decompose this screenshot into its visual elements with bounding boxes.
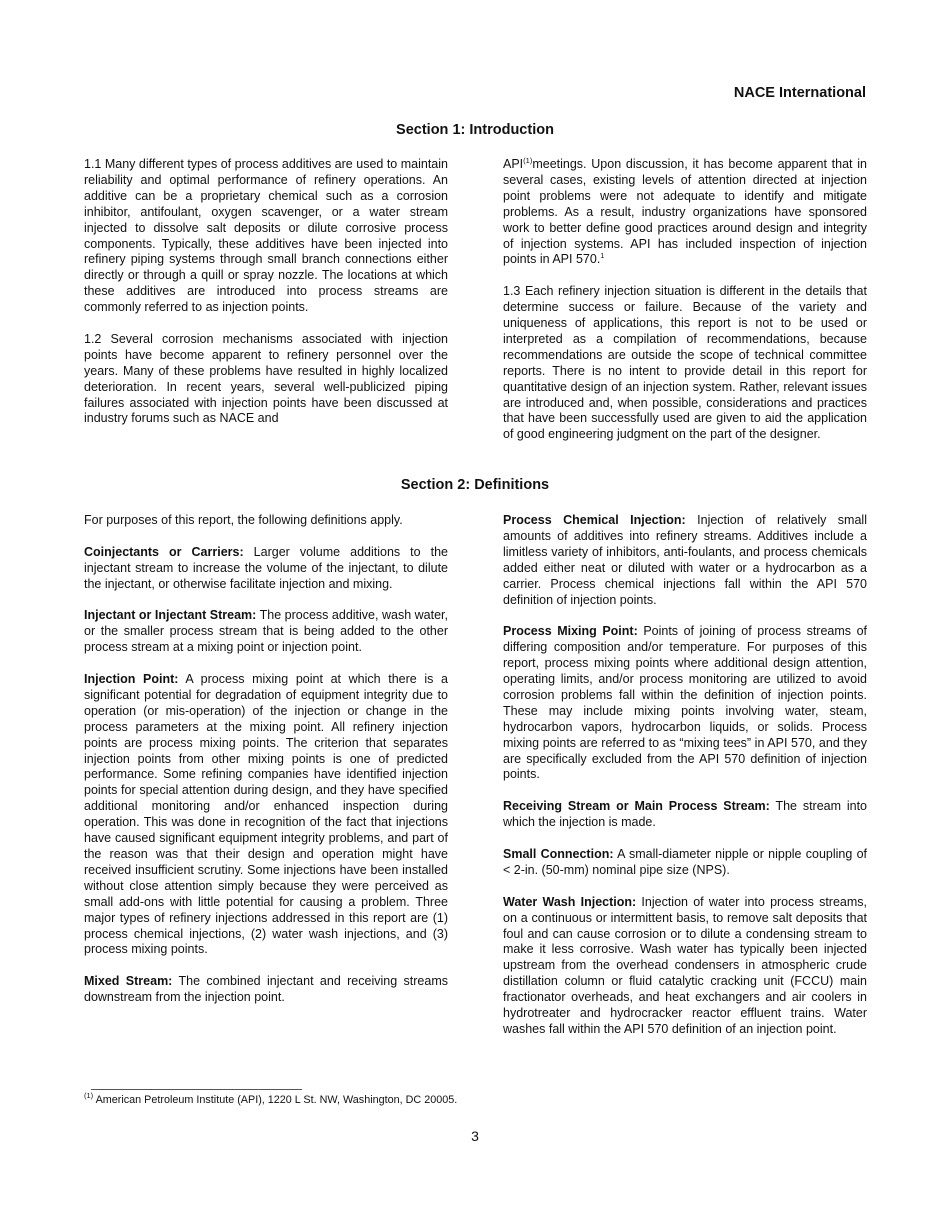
definition-process-mixing-point: Process Mixing Point: Points of joining of process streams of differing composition and/or temperature. For purposes of this report, process mixing points where additional design attention, operating limits, and/or process monitoring are utilized to avoid corrosion problems fall within the definition of injection points. These may include mixing points involving water, steam, hydrocarbon vapors, hydrocarbon liquids, or solids. Process mixing points are referred to as “mixing tees” in API 570, and they are specifically excluded from the API 570 definition of injection points. (503, 624, 867, 782)
reference-marker: 1 (600, 251, 605, 261)
page-number: 3 (471, 1128, 479, 1144)
footnote-text: American Petroleum Institute (API), 1220 L St. NW, Washington, DC 20005. (95, 1094, 458, 1106)
paragraph-1-1: 1.1 Many different types of process additives are used to maintain reliability and optimal performance of refinery operations. An additive can be a proprietary chemical such as a corrosion inhibitor, antifoulant, oxygen scavenger, or a water stream injected to dissolve salt deposits or dilute corrosive process components. Typically, these additives have been injected into refinery piping systems through small branch connections either directly or through a quill or spray nozzle. The locations at which these additives are introduced into process streams are commonly referred to as injection points. (84, 157, 448, 315)
definition-small-connection: Small Connection: A small-diameter nipple or nipple coupling of < 2-in. (50-mm) nominal pipe size (NPS). (503, 846, 867, 877)
footnote-divider (91, 1089, 302, 1090)
definitions-intro: For purposes of this report, the following definitions apply. (84, 513, 403, 527)
section-2-title: Section 2: Definitions (400, 477, 550, 493)
section-1-title: Section 1: Introduction (396, 122, 554, 138)
section-2-left-column (84, 513, 448, 1022)
definition-mixed-stream: Mixed Stream: The combined injectant and receiving streams downstream from the injection point. (84, 974, 448, 1005)
section-1-left-column (84, 157, 448, 443)
definition-injection-point: Injection Point: A process mixing point at which there is a significant potential for degradation of equipment integrity due to operation (or mis-operation) of the injection or change in the process parameters at the mixing point. All refinery injection points are process mixing points. The criterion that separates injection points from other mixing points is one of predicted performance. Some refining companies have identified injection points for special attention during design, and they have specified additional monitoring and/or enhanced inspection during operation. This was done in recognition of the fact that injections have caused significant equipment integrity problems, and part of the reason was that their design and operation might have received insufficient scrutiny. Some injections have been installed without close attention simply because they were perceived as small add-ons with little potential for causing a problem. Three major types of refinery injections addressed in this report are (1) process chemical injections, (2) water wash injections, and (3) process mixing points. (84, 672, 448, 957)
paragraph-1-3: 1.3 Each refinery injection situation is different in the details that determine success or failure. Because of the variety and uniqueness of applications, this report is not to be used or interpreted as a compilation of recommendations, because recommendations are outside the scope of technical committee reports. There is no intent to provide detail in this report for quantitative design of an injection system. Rather, relevant issues are introduced and, when possible, considerations and practices that have been successfully used are given to aid the application of good engineering judgment on the part of the designer. (503, 284, 867, 442)
section-2-right-column (503, 513, 867, 1054)
definition-receiving-stream: Receiving Stream or Main Process Stream: The stream into which the injection is made. (503, 799, 868, 830)
footnote-marker: (1) (84, 1091, 94, 1100)
definition-process-chemical-injection: Process Chemical Injection: Injection of relatively small amounts of additives into refinery streams. Additives include a limitless variety of inhibitors, anti-foulants, and process chemicals added either neat or diluted with water or a hydrocarbon as a carrier. Process chemical injections fall within the API 570 definition of injection points. (503, 513, 867, 607)
definition-coinjectants: Coinjectants or Carriers: Larger volume additions to the injectant stream to increase the volume of the injectant, to dilute the injectant, or otherwise facilitate injection and mixing. (84, 544, 448, 591)
paragraph-1-2-continued: API$^{(1)}$meetings. Upon discussion, it has become apparent that in several cases, existing levels of attention directed at injection point problems were not adequate to identify and mitigate problems. As a result, industry organizations have sponsored work to better define good practices around design and integrity of injection systems. API has included inspection of injection points in API 570.$^1$ (503, 156, 867, 267)
paragraph-1-2: 1.2 Several corrosion mechanisms associated with injection points have become apparent to refinery personnel over the years. Many of these problems have resulted in highly localized deterioration. In recent years, several well-publicized piping failures associated with injection points have been discussed at industry forums such as NACE and (84, 331, 448, 426)
footnote-ref: (1) (523, 156, 533, 165)
definition-injectant: Injectant or Injectant Stream: The process additive, wash water, or the smaller process stream that is being added to the other process stream at a mixing point or injection point. (84, 608, 449, 655)
section-1-right-column (503, 157, 867, 459)
organization-header: NACE International (733, 85, 866, 101)
definition-water-wash-injection: Water Wash Injection: Injection of water into process streams, on a continuous or intermittent basis, to remove salt deposits that foul and can cause corrosion or to dilute a condensing stream to make it less corrosive. Wash water has typically been injected upstream from the overhead condensers in atmospheric crude distillation column or fluid catalytic cracking unit (FCCU) main fractionator overheads, and heat exchangers and air coolers in hydrotreater and hydrocracker reactor effluent trains. Water washes fall within the API 570 definition of an injection point. (503, 894, 868, 1036)
footnote (84, 1091, 458, 1106)
